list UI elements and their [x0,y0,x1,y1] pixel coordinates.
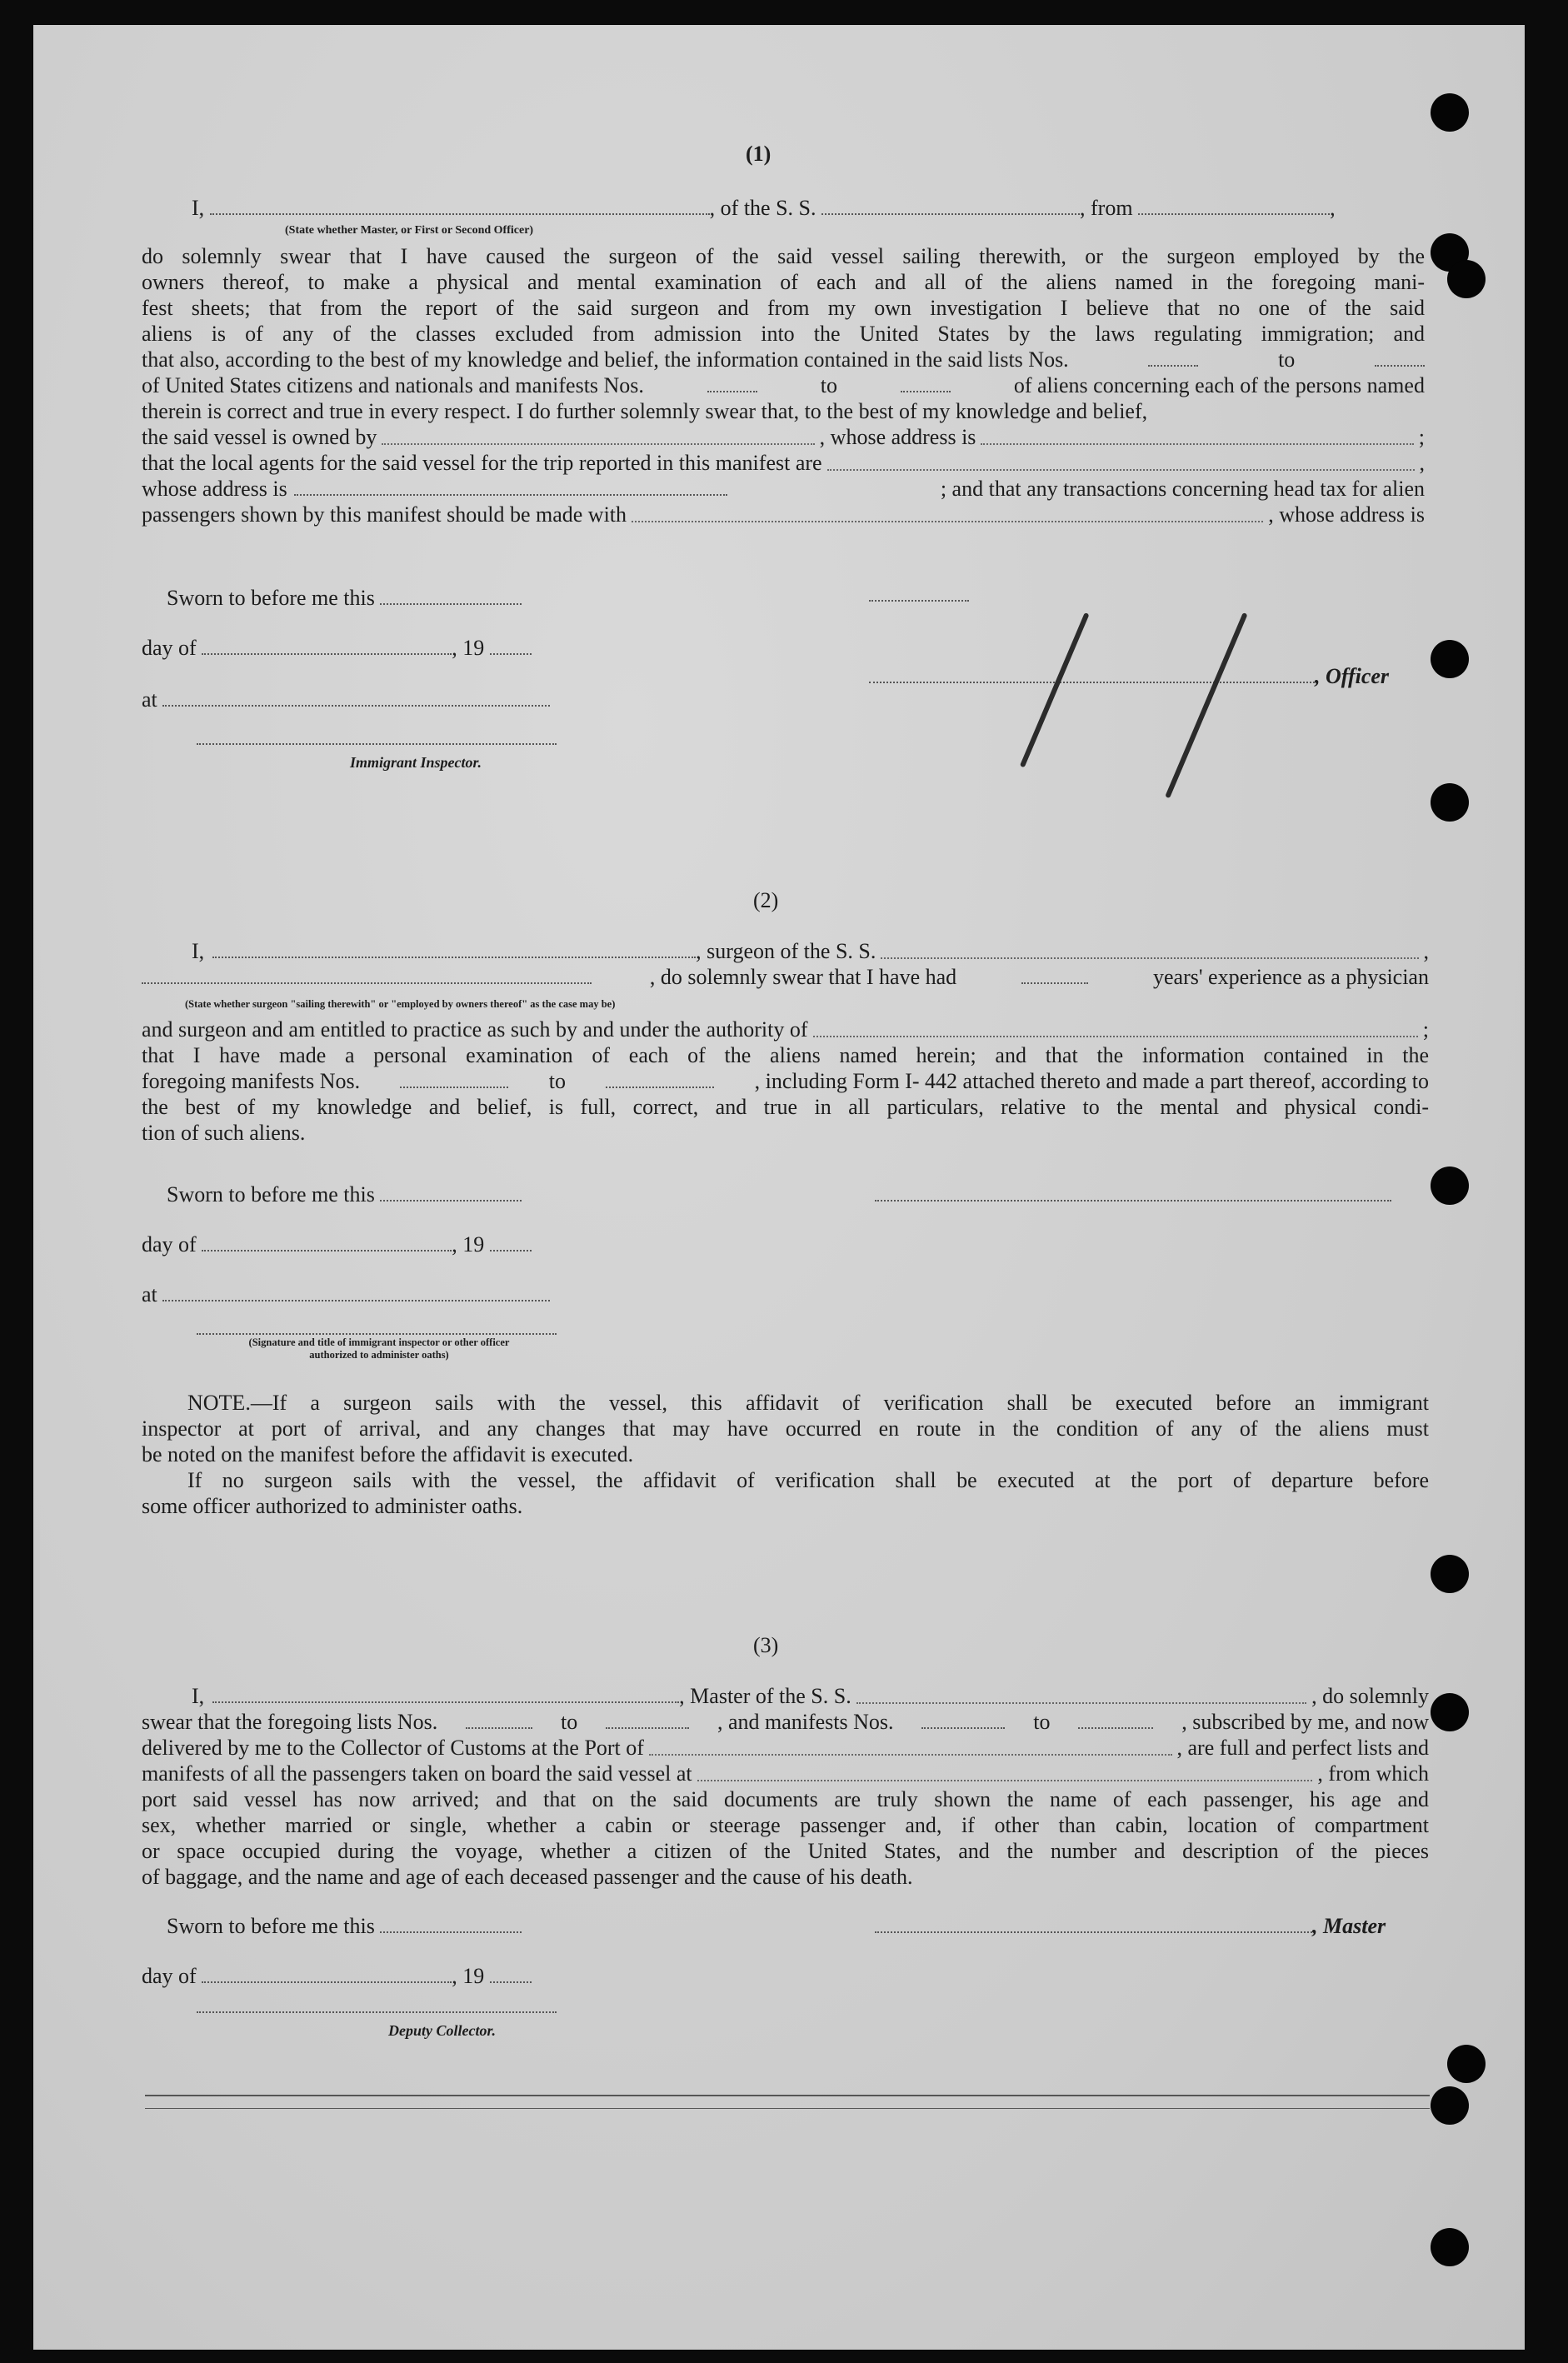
day-of-field[interactable] [202,1231,452,1251]
at-line-1 [142,687,550,712]
bottom-rule [145,2095,1430,2096]
body-line: whose address is [142,477,287,501]
punch-hole [1431,2086,1469,2125]
to-label: to [1278,347,1296,372]
lists-from-field[interactable] [1148,347,1198,367]
body-line: swear that the foregoing lists Nos. [142,1710,438,1734]
body-line: and surgeon and am entitled to practice as such by and under the authority of [142,1017,808,1042]
boarding-port-field[interactable] [697,1761,1313,1781]
day-of-label: day of [142,1964,197,1988]
manifests-from-field[interactable] [400,1068,508,1088]
master-signature-line [875,1913,1386,1939]
day-of-label: day of [142,1232,197,1256]
punch-hole [1431,1693,1469,1731]
deputy-signature-line[interactable] [197,2011,557,2013]
punch-hole [1431,2228,1469,2266]
at-place-field[interactable] [162,687,550,707]
subscribed-label: , subscribed by me, and now [1181,1710,1429,1734]
to-label: to [560,1710,578,1734]
at-line-2 [142,1281,550,1307]
deputy-collector-label: Deputy Collector. [388,2022,496,2039]
vessel-name-field[interactable] [881,938,1418,959]
manifests-to-field[interactable] [606,1068,714,1088]
punch-hole [1431,1555,1469,1593]
manifests-to-field[interactable] [1078,1709,1153,1729]
note-line: some officer authorized to administer oaths. [142,1494,523,1518]
year-label: , 19 [452,1232,485,1256]
body-line: sex, whether married or single, whether a cabin or steerage passenger and, if other than cabin, location of compartment [142,1813,1429,1837]
manifests-to-field[interactable] [901,372,951,392]
of-ss-label: , of the S. S. [709,196,816,220]
punch-hole [1431,783,1469,822]
day-of-line-3 [142,1963,532,1989]
officer-signature-line [869,663,1389,689]
do-swear-label: , do solemnly swear that I have had [649,965,957,989]
body-line: that also, according to the best of my knowledge and belief, the information contained in the said lists Nos. [142,347,1069,372]
body-line: manifests of all the passengers taken on board the said vessel at [142,1761,692,1786]
head-tax-text: ; and that any transactions concerning head tax for alien [940,477,1425,501]
day-of-line-1 [142,635,532,661]
body-line: that I have made a personal examination of each of the aliens named herein; and that the information contained in the [142,1043,1429,1067]
and-manifests-label: , and manifests Nos. [717,1710,894,1734]
surgeon-of-label: , surgeon of the S. S. [696,939,876,963]
sworn-date-field[interactable] [380,585,522,605]
vessel-name-field[interactable] [856,1683,1306,1704]
master-signature-field[interactable] [875,1913,1312,1933]
surgeon-status-field[interactable] [142,964,592,984]
body-line: port said vessel has now arrived; and that on the said documents are truly shown the name of each passenger, his age and [142,1787,1429,1811]
sworn-line-2 [167,1182,522,1207]
body-line: tion of such aliens. [142,1121,306,1145]
punch-hole [1447,2045,1486,2083]
section-2-caption: (State whether surgeon "sailing therewith" or "employed by owners thereof" as the case may be) [185,998,616,1010]
to-label: to [548,1069,567,1093]
section-1-line-lists [142,347,1425,527]
whose-address-label: , whose address is [819,425,976,449]
do-solemnly-label: , do solemnly [1311,1684,1429,1708]
comma: , [1423,939,1429,963]
body-line: owners thereof, to make a physical and mental examination of each and all of the aliens named in the foregoing mani- [142,270,1425,294]
body-line: aliens is of any of the classes excluded from admission into the United States by the laws regulating immigration; and [142,322,1425,346]
at-place-field[interactable] [162,1281,550,1301]
officer-label: , Officer [1315,664,1390,688]
punch-hole [1431,1167,1469,1205]
note-line: be noted on the manifest before the affidavit is executed. [142,1442,634,1466]
official-signature-line[interactable] [197,1333,557,1335]
body-line: , including Form I- 442 attached thereto and made a part thereof, according to [754,1069,1429,1093]
punch-hole [1447,260,1486,298]
signature-line-short [869,600,969,602]
punch-hole [1431,640,1469,678]
body-line: foregoing manifests Nos. [142,1069,361,1093]
owner-field[interactable] [382,424,814,445]
section-3-number: (3) [753,1633,779,1657]
i-label: I, [192,1684,205,1708]
year-field[interactable] [490,1963,532,1983]
manifests-from-field[interactable] [707,372,757,392]
body-line: therein is correct and true in every respect. I do further solemnly swear that, to the best of my knowledge and belief, [142,399,1148,423]
years-field[interactable] [1021,964,1088,984]
year-field[interactable] [490,1231,532,1251]
handwritten-stroke [1020,612,1090,767]
comma: , [1419,451,1425,475]
body-line: or space occupied during the voyage, whether a citizen of the United States, and the number and description of the pieces [142,1839,1429,1863]
body-line: do solemnly swear that I have caused the surgeon of the said vessel sailing therewith, or the surgeon employed by the [142,244,1425,268]
body-line: of baggage, and the name and age of each deceased passenger and the cause of his death. [142,1865,913,1889]
local-agents-field[interactable] [827,450,1415,471]
note-line: inspector at port of arrival, and any changes that may have occurred en route in the condition of any of the aliens must [142,1416,1429,1441]
master-of-label: , Master of the S. S. [679,1684,851,1708]
sworn-line-3 [167,1913,522,1939]
section-2-caption-2: (Signature and title of immigrant inspector or other officer authorized to administer oaths) [248,1336,510,1361]
port-field[interactable] [649,1735,1172,1756]
to-label: to [1033,1710,1051,1734]
vessel-name-field[interactable] [821,195,1080,215]
note-line: If no surgeon sails with the vessel, the affidavit of verification shall be executed at the port of departure before [187,1468,1429,1492]
comma: , [1330,196,1336,220]
owner-address-field[interactable] [981,424,1413,445]
full-lists-label: , are full and perfect lists and [1176,1736,1429,1760]
immigrant-inspector-label: Immigrant Inspector. [350,754,482,771]
body-line: delivered by me to the Collector of Customs at the Port of [142,1736,644,1760]
handwritten-stroke [1165,612,1247,798]
head-tax-party-field[interactable] [632,502,1263,522]
at-label: at [142,687,157,712]
semicolon: ; [1418,425,1425,449]
lists-to-field[interactable] [1375,347,1425,367]
punch-hole [1431,93,1469,132]
authority-field[interactable] [813,1017,1418,1037]
section-1-number: (1) [746,142,772,166]
from-which-label: , from which [1317,1761,1429,1786]
section-2-note [142,1390,1429,1519]
day-of-label: day of [142,636,197,660]
from-label: , from [1080,196,1133,220]
sworn-line-1 [167,585,522,611]
master-name-field[interactable] [212,1683,679,1703]
manifests-from-field[interactable] [921,1709,1005,1729]
at-label: at [142,1282,157,1306]
section-3-header [142,1683,1429,1890]
section-1-line-1 [192,195,1336,221]
officer-signature-field[interactable] [869,663,1315,683]
officer-name-field[interactable] [210,195,710,215]
i-label: I, [192,196,205,220]
year-field[interactable] [490,635,532,655]
surgeon-signature-line[interactable] [875,1200,1391,1201]
section-2-header [142,938,1429,990]
body-line: of United States citizens and nationals and manifests Nos. [142,373,644,397]
bottom-rule [145,2108,1430,2109]
agents-address-field[interactable] [294,476,727,496]
document-page [33,25,1525,2350]
years-label: years' experience as a physician [1153,965,1429,989]
note-line: NOTE.—If a surgeon sails with the vessel, this affidavit of verification shall be executed before an immigrant [187,1391,1429,1415]
lists-from-field[interactable] [466,1709,532,1729]
from-port-field[interactable] [1138,195,1330,215]
inspector-signature-line[interactable] [197,743,557,745]
section-2-body [142,1017,1429,1146]
sworn-date-field[interactable] [380,1913,522,1933]
lists-to-field[interactable] [606,1709,689,1729]
day-of-line-2 [142,1231,532,1257]
year-label: , 19 [452,636,485,660]
body-line: passengers shown by this manifest should be made with [142,502,627,527]
sworn-label: Sworn to before me this [167,586,375,610]
body-line: fest sheets; that from the report of the said surgeon and from my own investigation I believe that no one of the said [142,296,1425,320]
body-line: that the local agents for the said vessel for the trip reported in this manifest are [142,451,822,475]
whose-address-label: , whose address is [1268,502,1425,527]
body-line: the said vessel is owned by [142,425,377,449]
body-line: the best of my knowledge and belief, is full, correct, and true in all particulars, relative to the mental and physical condi- [142,1095,1429,1119]
sworn-label: Sworn to before me this [167,1182,375,1206]
sworn-label: Sworn to before me this [167,1914,375,1938]
master-label: , Master [1312,1914,1386,1938]
to-label: to [820,373,838,397]
year-label: , 19 [452,1964,485,1988]
sworn-date-field[interactable] [380,1182,522,1201]
section-2-number: (2) [753,888,779,912]
day-of-field[interactable] [202,1963,452,1983]
i-label: I, [192,939,205,963]
of-aliens-text: of aliens concerning each of the persons named [1013,373,1425,397]
section-1-caption: (State whether Master, or First or Second Officer) [285,224,534,237]
day-of-field[interactable] [202,635,452,655]
surgeon-name-field[interactable] [212,938,696,958]
semicolon: ; [1422,1017,1429,1042]
section-1-body [142,243,1425,347]
